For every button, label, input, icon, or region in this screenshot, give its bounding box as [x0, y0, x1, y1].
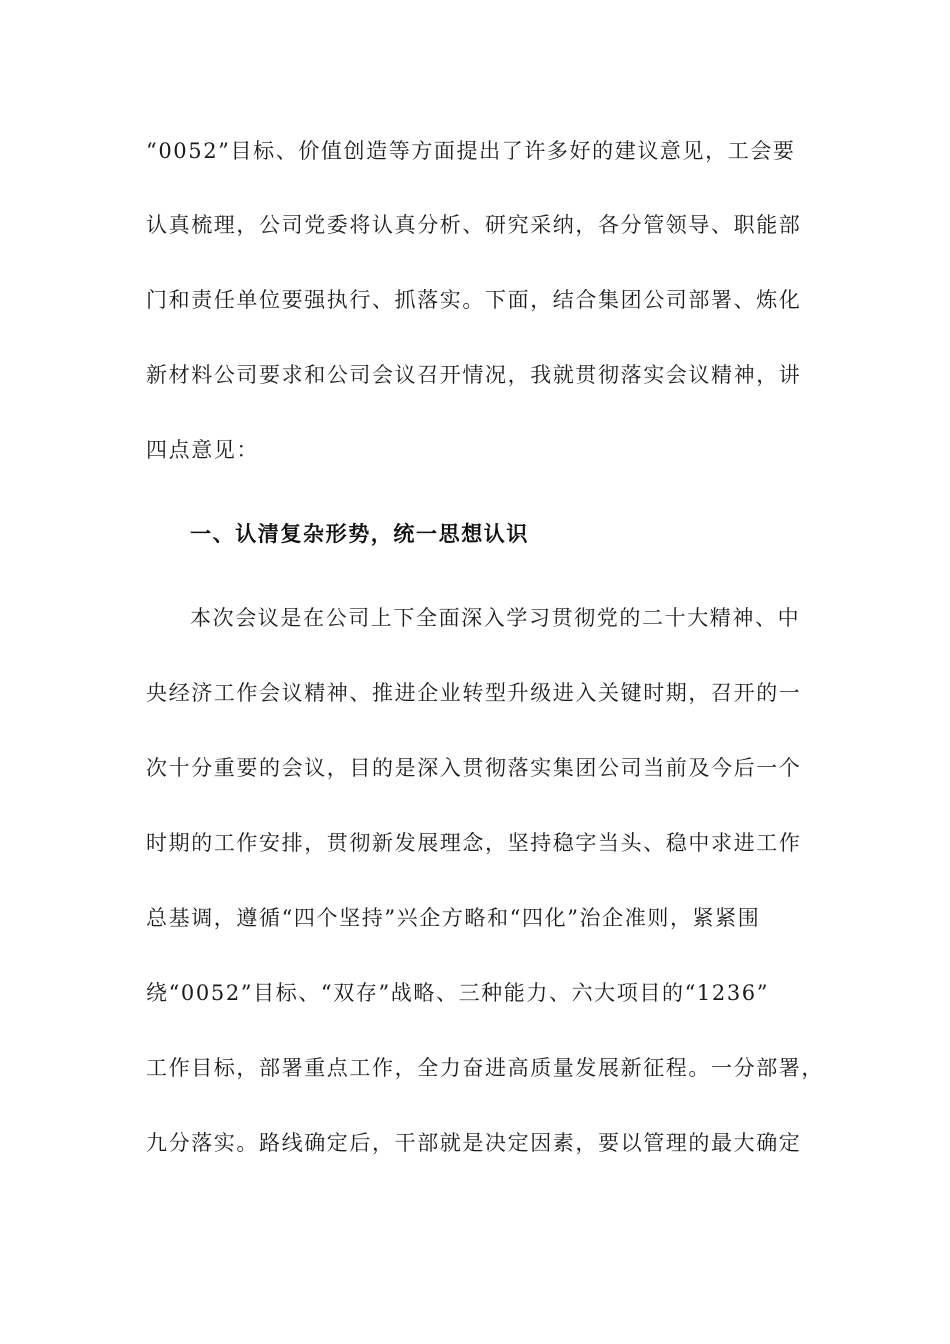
paragraph-line-4: 新材料公司要求和公司会议召开情况，我就贯彻落实会议精神，讲	[146, 363, 802, 387]
body-line-5: 总基调，遵循“四个坚持”兴企方略和“四化”治企准则，紧紧围	[146, 906, 761, 930]
paragraph-line-5: 四点意见：	[146, 438, 259, 462]
paragraph-line-1: “0052”目标、价值创造等方面提出了许多好的建议意见，工会要	[146, 139, 796, 163]
body-line-2: 央经济工作会议精神、推进企业转型升级进入关键时期，召开的一	[146, 681, 802, 705]
body-line-1: 本次会议是在公司上下全面深入学习贯彻党的二十大精神、中	[190, 606, 801, 630]
body-line-8: 九分落实。路线确定后，干部就是决定因素，要以管理的最大确定	[146, 1131, 802, 1155]
body-line-6: 绕“0052”目标、“双存”战略、三种能力、六大项目的“1236”	[146, 981, 770, 1005]
paragraph-line-3: 门和责任单位要强执行、抓落实。下面，结合集团公司部署、炼化	[146, 288, 802, 312]
body-line-3: 次十分重要的会议，目的是深入贯彻落实集团公司当前及今后一个	[146, 756, 802, 780]
section-heading: 一、认清复杂形势，统一思想认识	[190, 521, 529, 546]
body-line-7: 工作目标，部署重点工作，全力奋进高质量发展新征程。一分部署，	[146, 1056, 824, 1080]
paragraph-line-2: 认真梳理，公司党委将认真分析、研究采纳，各分管领导、职能部	[146, 213, 802, 237]
body-line-4: 时期的工作安排，贯彻新发展理念，坚持稳字当头、稳中求进工作	[146, 831, 802, 855]
